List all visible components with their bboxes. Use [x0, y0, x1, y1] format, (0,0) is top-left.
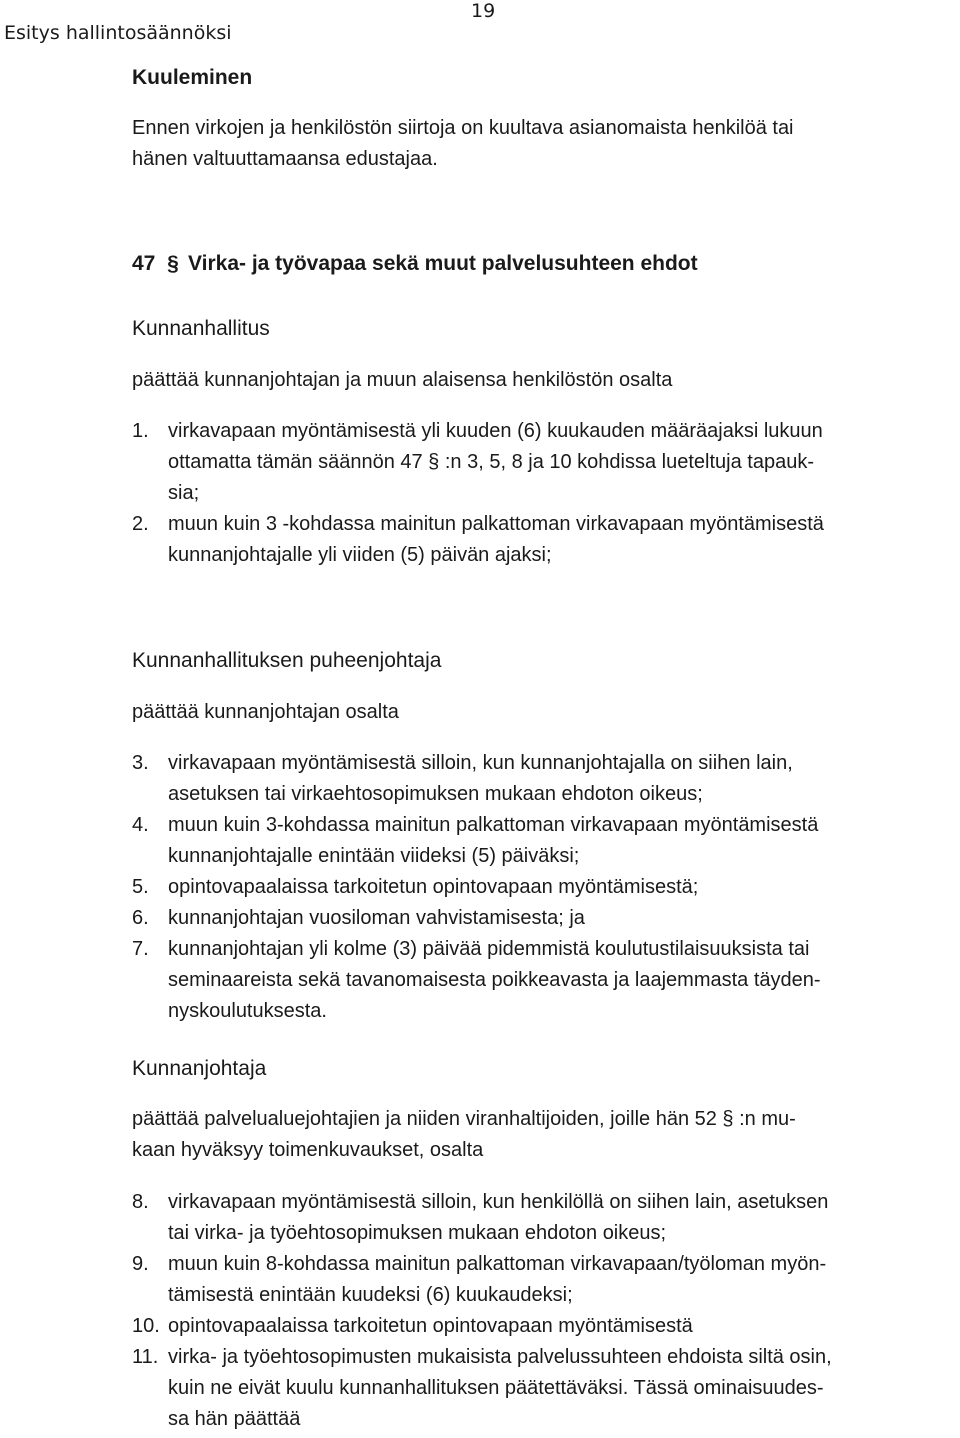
list-item-line: muun kuin 8-kohdassa mainitun palkattoman virkavapaan/työloman myön- [168, 1253, 827, 1275]
list-item-text [168, 1342, 958, 1435]
list-item-line: opintovapaalaissa tarkoitetun opintovapaan myöntämisestä; [168, 876, 699, 898]
list-item-line: sa hän päättää [168, 1408, 301, 1430]
list-item-line: seminaareista sekä tavanomaisesta poikkeavasta ja laajemmasta täyden- [168, 969, 821, 991]
list-item-text [168, 934, 958, 1027]
list-item-line: virka- ja työehtosopimusten mukaisista palvelussuhteen ehdoista siltä osin, [168, 1346, 832, 1368]
list-item-line: nyskoulutuksesta. [168, 1000, 327, 1022]
list-item-text [168, 903, 958, 934]
kunnanhallitus-heading: Kunnanhallitus [132, 317, 270, 340]
document-title: Esitys hallintosäännöksi [4, 22, 232, 44]
list-item-number: 4. [132, 814, 149, 836]
list-item-line: kunnanjohtajan yli kolme (3) päivää pidemmistä koulutustilaisuuksista tai [168, 938, 810, 960]
list-item [132, 934, 958, 1027]
section-symbol: § [167, 252, 179, 275]
list-item-number: 3. [132, 752, 149, 774]
list-item-line: kuin ne eivät kuulu kunnanhallituksen päätettäväksi. Tässä ominaisuudes- [168, 1377, 824, 1399]
list-item-number: 2. [132, 513, 149, 535]
list-item-line: virkavapaan myöntämisestä silloin, kun henkilöllä on siihen lain, asetuksen [168, 1191, 829, 1213]
list-item-text [168, 1187, 958, 1249]
list-item [132, 872, 958, 903]
list-item-line: tämisestä enintään kuudeksi (6) kuukaudeksi; [168, 1284, 573, 1306]
list-item [132, 509, 958, 571]
list-item-text [168, 872, 958, 903]
list-item-text [168, 810, 958, 872]
puheenjohtaja-list [132, 748, 958, 1027]
kunnanjohtaja-intro-line: päättää palvelualuejohtajien ja niiden viranhaltijoiden, joille hän 52 § :n mu- [132, 1108, 796, 1130]
list-item [132, 1249, 958, 1311]
puheenjohtaja-heading: Kunnanhallituksen puheenjohtaja [132, 649, 442, 672]
list-item [132, 1187, 958, 1249]
list-item-text [168, 748, 958, 810]
list-item [132, 1342, 958, 1435]
list-item-line: kunnanjohtajalle yli viiden (5) päivän ajaksi; [168, 544, 552, 566]
kunnanjohtaja-list [132, 1187, 958, 1435]
kunnanjohtaja-heading: Kunnanjohtaja [132, 1057, 267, 1080]
list-item-text [168, 509, 958, 571]
section-heading [132, 252, 698, 276]
list-item-number: 10. [132, 1315, 160, 1337]
list-item-number: 5. [132, 876, 149, 898]
kuuleminen-text [132, 113, 794, 175]
list-item [132, 810, 958, 872]
list-item-number: 6. [132, 907, 149, 929]
list-item-number: 7. [132, 938, 149, 960]
list-item-text [168, 1249, 958, 1311]
section-title: Virka- ja työvapaa sekä muut palvelusuhteen ehdot [188, 252, 698, 275]
list-item-line: sia; [168, 482, 200, 504]
kunnanhallitus-list [132, 416, 958, 571]
puheenjohtaja-intro: päättää kunnanjohtajan osalta [132, 701, 399, 723]
page-number: 19 [471, 0, 496, 22]
list-item-line: opintovapaalaissa tarkoitetun opintovapaan myöntämisestä [168, 1315, 693, 1337]
kunnanhallitus-intro: päättää kunnanjohtajan ja muun alaisensa henkilöstön osalta [132, 369, 673, 391]
list-item-number: 9. [132, 1253, 149, 1275]
list-item-line: muun kuin 3 -kohdassa mainitun palkattoman virkavapaan myöntämisestä [168, 513, 824, 535]
list-item [132, 748, 958, 810]
list-item-number: 1. [132, 420, 149, 442]
list-item-line: ottamatta tämän säännön 47 § :n 3, 5, 8 ja 10 kohdissa lueteltuja tapauk- [168, 451, 814, 473]
kuuleminen-heading: Kuuleminen [132, 66, 253, 89]
list-item-line: muun kuin 3-kohdassa mainitun palkattoman virkavapaan myöntämisestä [168, 814, 819, 836]
section-number: 47 [132, 252, 156, 275]
list-item-line: virkavapaan myöntämisestä silloin, kun kunnanjohtajalla on siihen lain, [168, 752, 793, 774]
list-item-number: 8. [132, 1191, 149, 1213]
kuuleminen-line: Ennen virkojen ja henkilöstön siirtoja on kuultava asianomaista henkilöä tai [132, 117, 794, 139]
kunnanjohtaja-intro-line: kaan hyväksyy toimenkuvaukset, osalta [132, 1139, 484, 1161]
list-item [132, 903, 958, 934]
list-item-line: kunnanjohtajalle enintään viideksi (5) päiväksi; [168, 845, 580, 867]
list-item-line: asetuksen tai virkaehtosopimuksen mukaan ehdoton oikeus; [168, 783, 703, 805]
list-item-line: kunnanjohtajan vuosiloman vahvistamisesta; ja [168, 907, 585, 929]
kunnanjohtaja-intro [132, 1104, 958, 1166]
list-item-text [168, 1311, 958, 1342]
list-item-text [168, 416, 958, 509]
list-item-line: tai virka- ja työehtosopimuksen mukaan ehdoton oikeus; [168, 1222, 667, 1244]
kuuleminen-line: hänen valtuuttamaansa edustajaa. [132, 148, 438, 170]
list-item-line: virkavapaan myöntämisestä yli kuuden (6) kuukauden määräajaksi lukuun [168, 420, 823, 442]
list-item [132, 416, 958, 509]
list-item [132, 1311, 958, 1342]
list-item-number: 11. [132, 1346, 159, 1368]
